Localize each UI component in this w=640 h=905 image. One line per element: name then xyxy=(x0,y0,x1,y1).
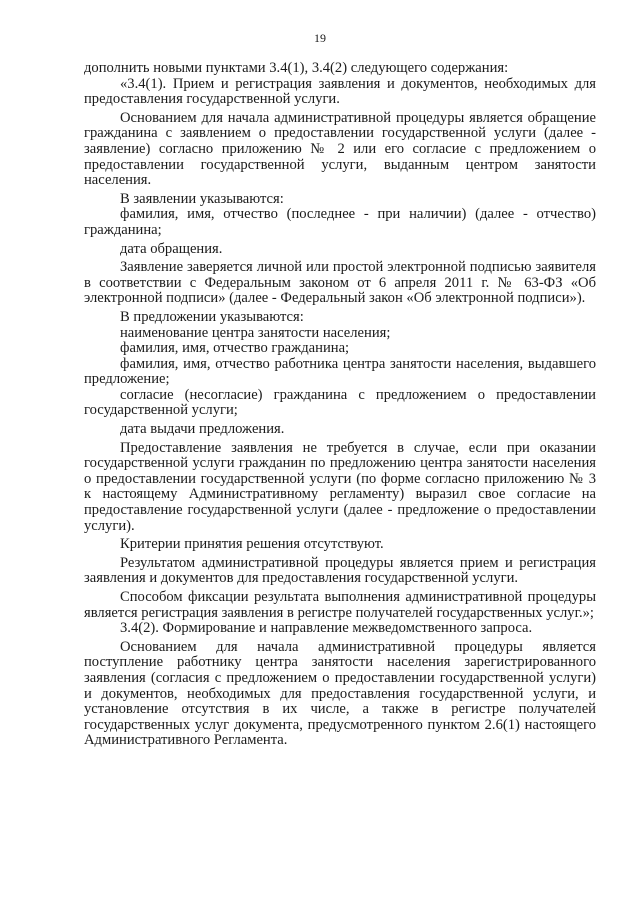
paragraph-offer-item-citizen: фамилия, имя, отчество гражданина; xyxy=(120,340,350,357)
paragraph-offer-item-consent: согласие (несогласие) гражданина с предложением о предоставлении государственной услуги; xyxy=(84,386,596,419)
paragraph-offer-item-employee: фамилия, имя, отчество работника центра занятости населения, выдавшего предложение; xyxy=(84,355,596,388)
paragraph-offer-contents-heading: В предложении указываются: xyxy=(120,308,304,325)
paragraph-offer-item-date: дата выдачи предложения. xyxy=(120,421,285,438)
paragraph-fixation-method: Способом фиксации результата выполнения административной процедуры является регистрация заявления в регистре получателей государственных услуг.»; xyxy=(84,589,596,621)
paragraph-application-contents-heading: В заявлении указываются: xyxy=(120,190,284,207)
paragraph-no-application-needed: Предоставление заявления не требуется в случае, если при оказании государственной услуги гражданин по предложению центра занятости населения о предоставлении государственной услуги (по форме согласно приложению № 3 к настоящему Административному регламенту) выразил свое согласие на предоставление государственной услуги (далее - предложение о предоставлении услуги). xyxy=(84,439,596,534)
paragraph-application-item-date: дата обращения. xyxy=(120,240,223,257)
paragraph-intro: дополнить новыми пунктами 3.4(1), 3.4(2) следующего содержания: xyxy=(84,60,509,76)
paragraph-section-3-4-2-heading: 3.4(2). Формирование и направление межведомственного запроса. xyxy=(120,620,533,637)
paragraph-result: Результатом административной процедуры является прием и регистрация заявления и документов для предоставления государственной услуги. xyxy=(84,554,596,587)
paragraph-application-item-name: фамилия, имя, отчество (последнее - при наличии) (далее - отчество) гражданина; xyxy=(84,206,596,238)
paragraph-section-3-4-1-heading: «3.4(1). Прием и регистрация заявления и документов, необходимых для предоставления государственной услуги. xyxy=(84,75,596,108)
paragraph-offer-item-center: наименование центра занятости населения; xyxy=(120,324,391,341)
document-body xyxy=(84,61,596,749)
page-number: 19 xyxy=(314,31,326,45)
paragraph-criteria: Критерии принятия решения отсутствуют. xyxy=(120,536,384,553)
paragraph-signature: Заявление заверяется личной или простой электронной подписью заявителя в соответствии с Федеральным законом от 6 апреля 2011 г. № 63-ФЗ «Об электронной подписи» (далее - Федеральный закон «Об электронной подписи»). xyxy=(84,259,596,307)
paragraph-basis-3-4-1: Основанием для начала административной процедуры является обращение гражданина с заявлением о предоставлении государственной услуги (далее - заявление) согласно приложению № 2 или его согласие с предложением о предоставлении государственной услуги, выданным центром занятости населения. xyxy=(84,109,596,189)
paragraph-basis-3-4-2: Основанием для начала административной процедуры является поступление работнику центра занятости населения зарегистрированного заявления (согласия с предложением о предоставлении государственной услуги) и документов, необходимых для предоставления государственной услуги, и установление отсутствия в их числе, а также в регистре получателей государственных услуг документа, предусмотренного пунктом 2.6(1) настоящего Административного Регламента. xyxy=(84,638,596,749)
